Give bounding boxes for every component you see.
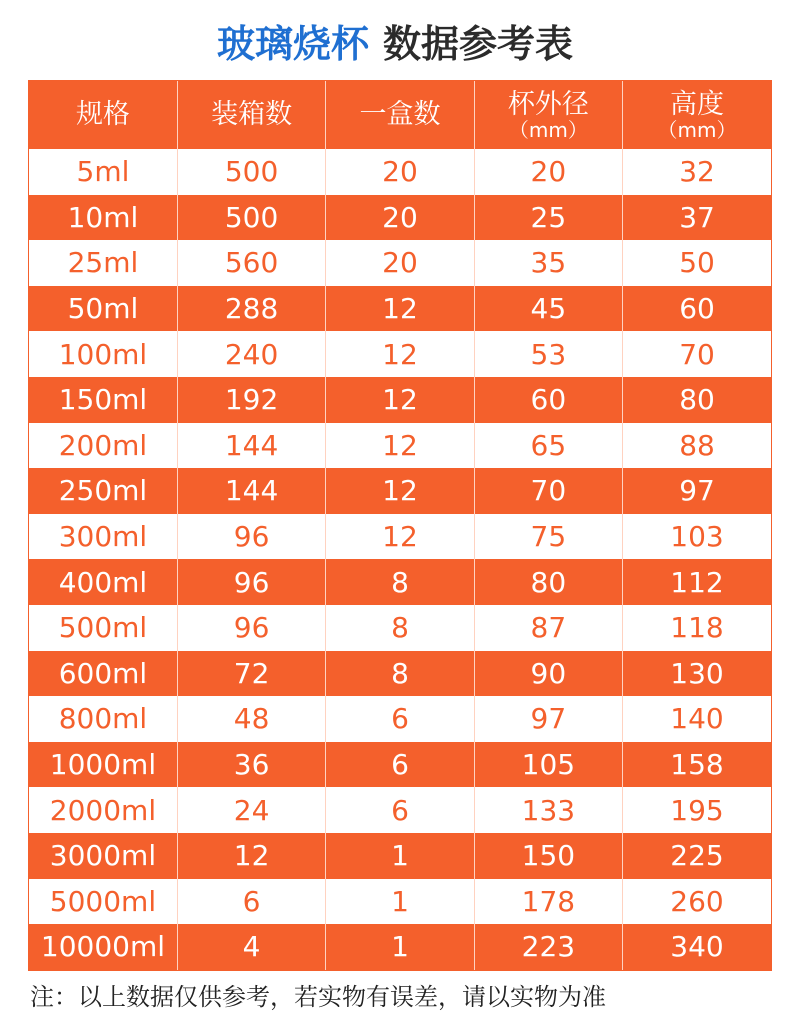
table-cell: 65 [474,423,622,469]
table-header-row [29,81,771,149]
table-row [29,787,771,833]
table-cell: 195 [623,787,771,833]
table-cell: 250ml [29,468,177,514]
table-cell: 178 [474,879,622,925]
table-cell: 6 [326,787,474,833]
title-product: 玻璃烧杯 [216,22,369,66]
table-cell: 10ml [29,195,177,241]
table-cell: 25 [474,195,622,241]
table-cell: 150ml [29,377,177,423]
table-cell: 8 [326,605,474,651]
table-cell: 6 [326,696,474,742]
data-table [29,81,771,970]
table-cell: 36 [177,742,325,788]
table-cell: 53 [474,331,622,377]
table-row [29,423,771,469]
table-cell: 400ml [29,559,177,605]
table-cell: 158 [623,742,771,788]
table-cell: 240 [177,331,325,377]
table-cell: 500 [177,195,325,241]
table-row [29,605,771,651]
table-cell: 130 [623,651,771,697]
table-cell: 12 [177,833,325,879]
table-cell: 500 [177,149,325,195]
table-cell: 37 [623,195,771,241]
table-cell: 500ml [29,605,177,651]
table-row [29,286,771,332]
column-header-unit: （mm） [657,118,737,142]
page-title [0,14,790,74]
column-header [326,81,474,149]
column-header-unit: （mm） [508,118,588,142]
table-cell: 50ml [29,286,177,332]
table-cell: 105 [474,742,622,788]
table-cell: 12 [326,331,474,377]
table-cell: 560 [177,240,325,286]
table-cell: 20 [326,195,474,241]
table-cell: 20 [326,240,474,286]
footnote: 注：以上数据仅供参考，若实物有误差，请以实物为准 [30,983,606,1011]
table-cell: 88 [623,423,771,469]
table-cell: 118 [623,605,771,651]
table-cell: 6 [326,742,474,788]
table-cell: 48 [177,696,325,742]
table-row [29,331,771,377]
table-cell: 87 [474,605,622,651]
column-header-label: 一盒数 [359,99,441,130]
table-cell: 12 [326,514,474,560]
table-cell: 10000ml [29,924,177,970]
table-cell: 100ml [29,331,177,377]
table-cell: 32 [623,149,771,195]
table-cell: 5000ml [29,879,177,925]
table-row [29,696,771,742]
table-cell: 96 [177,559,325,605]
table-cell: 20 [474,149,622,195]
column-header-label: 高度 [670,89,725,120]
table-cell: 72 [177,651,325,697]
table-cell: 192 [177,377,325,423]
table-cell: 97 [474,696,622,742]
table-cell: 60 [474,377,622,423]
table-cell: 5ml [29,149,177,195]
table-cell: 260 [623,879,771,925]
table-row [29,195,771,241]
column-header [623,81,771,149]
column-header [177,81,325,149]
table-cell: 112 [623,559,771,605]
table-cell: 150 [474,833,622,879]
table-cell: 75 [474,514,622,560]
column-header-label: 规格 [75,99,130,130]
table-row [29,559,771,605]
table-cell: 144 [177,468,325,514]
table-cell: 223 [474,924,622,970]
table-cell: 200ml [29,423,177,469]
data-table-container [28,80,772,971]
table-body [29,149,771,970]
table-cell: 35 [474,240,622,286]
table-cell: 3000ml [29,833,177,879]
table-cell: 2000ml [29,787,177,833]
table-cell: 12 [326,423,474,469]
column-header-label: 装箱数 [211,99,293,130]
table-cell: 50 [623,240,771,286]
table-cell: 225 [623,833,771,879]
table-cell: 1 [326,833,474,879]
table-cell: 20 [326,149,474,195]
table-cell: 133 [474,787,622,833]
table-cell: 90 [474,651,622,697]
column-header [29,81,177,149]
table-row [29,514,771,560]
table-cell: 60 [623,286,771,332]
column-header-label: 杯外径 [507,89,589,120]
table-cell: 103 [623,514,771,560]
table-cell: 97 [623,468,771,514]
table-cell: 70 [623,331,771,377]
table-cell: 25ml [29,240,177,286]
table-cell: 12 [326,377,474,423]
table-cell: 70 [474,468,622,514]
table-row [29,651,771,697]
table-cell: 300ml [29,514,177,560]
table-cell: 96 [177,514,325,560]
table-row [29,924,771,970]
table-row [29,240,771,286]
table-cell: 45 [474,286,622,332]
table-cell: 1 [326,879,474,925]
table-cell: 600ml [29,651,177,697]
table-row [29,742,771,788]
column-header [474,81,622,149]
table-cell: 8 [326,559,474,605]
table-row [29,377,771,423]
table-row [29,833,771,879]
table-cell: 800ml [29,696,177,742]
table-row [29,149,771,195]
table-cell: 1000ml [29,742,177,788]
table-row [29,879,771,925]
table-cell: 24 [177,787,325,833]
table-cell: 12 [326,468,474,514]
table-cell: 4 [177,924,325,970]
table-cell: 80 [623,377,771,423]
table-cell: 1 [326,924,474,970]
title-subject: 数据参考表 [383,22,574,66]
table-cell: 6 [177,879,325,925]
table-cell: 144 [177,423,325,469]
table-row [29,468,771,514]
table-cell: 12 [326,286,474,332]
table-cell: 340 [623,924,771,970]
table-cell: 80 [474,559,622,605]
table-cell: 8 [326,651,474,697]
table-cell: 96 [177,605,325,651]
table-cell: 140 [623,696,771,742]
table-cell: 288 [177,286,325,332]
